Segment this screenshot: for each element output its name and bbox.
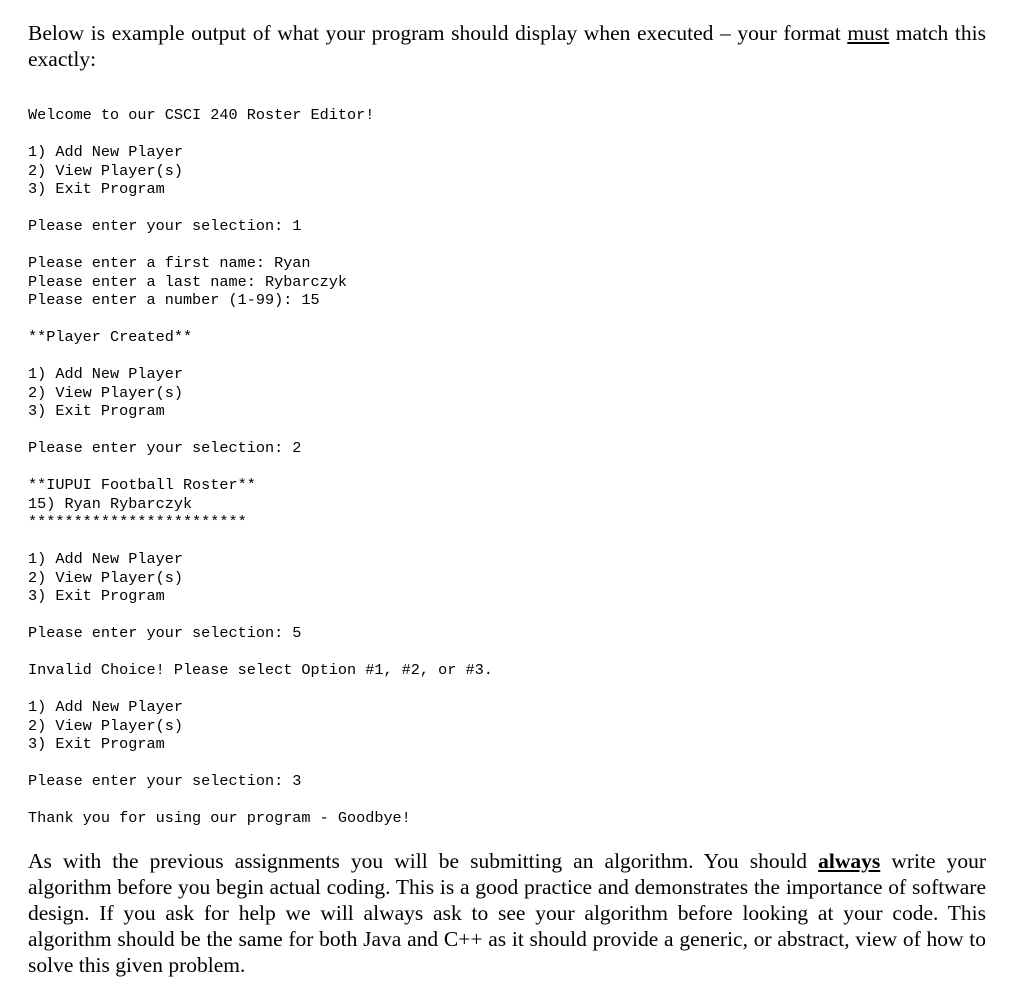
console-line: 2) View Player(s) bbox=[28, 568, 183, 587]
console-line: Thank you for using our program - Goodbye! bbox=[28, 809, 411, 827]
console-line: 1) Add New Player bbox=[28, 143, 183, 161]
intro-emphasis-must: must bbox=[847, 21, 890, 45]
console-line: Please enter your selection: 5 bbox=[28, 624, 302, 642]
console-line: Please enter your selection: 2 bbox=[28, 439, 302, 457]
console-blank-line bbox=[28, 606, 986, 625]
intro-text-before: Below is example output of what your program should display when executed – your format bbox=[28, 21, 848, 45]
outro-text-before: As with the previous assignments you will be submitting an algorithm. You should bbox=[28, 849, 819, 873]
console-line: Welcome to our CSCI 240 Roster Editor! bbox=[28, 106, 375, 124]
outro-paragraph bbox=[28, 848, 986, 978]
outro-text-after: write your algorithm before you begin actual coding. This is a good practice and demonstrates the importance of software design. If you ask for help we will always ask to see your algorithm before looking at your code. This algorithm should be the same for both Java and C++ as it should provide a generic, or abstract, view of how to solve this given problem. bbox=[28, 849, 986, 977]
outro-emphasis-always: always bbox=[818, 849, 881, 873]
console-line: 3) Exit Program bbox=[28, 587, 165, 605]
console-blank-line bbox=[28, 236, 986, 255]
console-blank-line bbox=[28, 643, 986, 662]
console-blank-line bbox=[28, 754, 986, 773]
console-line: Please enter your selection: 3 bbox=[28, 772, 302, 790]
console-blank-line bbox=[28, 532, 986, 551]
console-line: Please enter a number (1-99): 15 bbox=[28, 291, 320, 309]
console-line: Please enter a last name: Rybarczyk bbox=[28, 272, 347, 291]
console-line: 1) Add New Player bbox=[28, 365, 183, 383]
document-page bbox=[28, 20, 986, 828]
console-blank-line bbox=[28, 125, 986, 144]
console-line: Invalid Choice! Please select Option #1, #2, or #3. bbox=[28, 661, 493, 679]
console-line: 2) View Player(s) bbox=[28, 161, 183, 180]
console-blank-line bbox=[28, 421, 986, 440]
console-line: Please enter your selection: 1 bbox=[28, 217, 302, 235]
console-output bbox=[28, 106, 986, 828]
console-line: ************************ bbox=[28, 513, 247, 531]
console-line: **IUPUI Football Roster** bbox=[28, 476, 256, 494]
console-line: **Player Created** bbox=[28, 328, 193, 346]
console-line: 2) View Player(s) bbox=[28, 716, 183, 735]
console-blank-line bbox=[28, 458, 986, 477]
intro-text-after: match this exactly: bbox=[28, 21, 986, 71]
console-line: 1) Add New Player bbox=[28, 698, 183, 716]
console-line: 2) View Player(s) bbox=[28, 383, 183, 402]
console-line: 3) Exit Program bbox=[28, 180, 165, 198]
intro-paragraph bbox=[28, 20, 986, 72]
console-blank-line bbox=[28, 347, 986, 366]
console-line: 3) Exit Program bbox=[28, 735, 165, 753]
console-blank-line bbox=[28, 199, 986, 218]
console-blank-line bbox=[28, 791, 986, 810]
console-blank-line bbox=[28, 680, 986, 699]
console-line: 3) Exit Program bbox=[28, 402, 165, 420]
console-blank-line bbox=[28, 310, 986, 329]
console-line: 15) Ryan Rybarczyk bbox=[28, 494, 193, 513]
console-line: 1) Add New Player bbox=[28, 550, 183, 568]
console-line: Please enter a first name: Ryan bbox=[28, 254, 311, 272]
